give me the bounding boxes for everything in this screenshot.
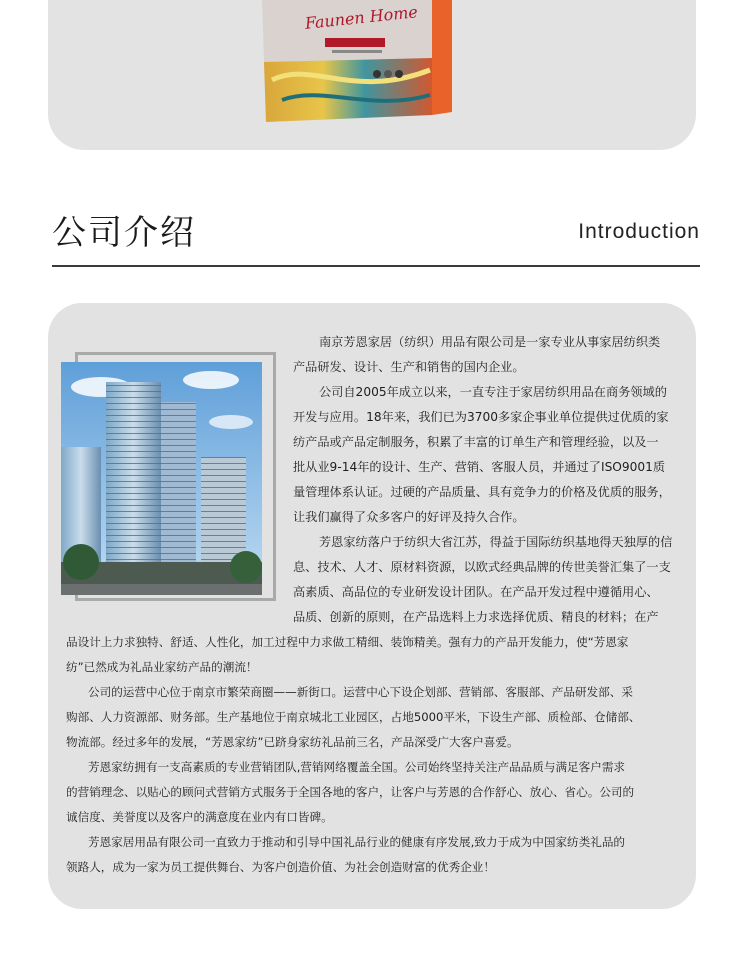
intro-text-line: 购部、人力资源部、财务部。生产基地位于南京城北工业园区，占地5000平米，下设生产部、质检部、仓储部、	[66, 710, 641, 724]
intro-text-line: 芳恩家纺拥有一支高素质的专业营销团队,营销网络覆盖全国。公司始终坚持关注产品品质与满足客户需求	[88, 760, 626, 774]
intro-text-line: 品质、创新的原则，在产品选料上力求选择优质、精良的材料；在产	[293, 610, 659, 624]
intro-text-line: 芳恩家纺落户于纺织大省江苏，得益于国际纺织基地得天独厚的信	[319, 535, 673, 549]
intro-text-line: 诚信度、美誉度以及客户的满意度在业内有口皆碑。	[66, 810, 333, 824]
intro-text-line: 息、技术、人才、原材料资源，以欧式经典品牌的传世美誉汇集了一支	[293, 560, 671, 574]
intro-text-line: 让我们赢得了众多客户的好评及持久合作。	[293, 510, 525, 524]
intro-text-line: 的营销理念、以贴心的顾问式营销方式服务于全国各地的客户，让客户与芳恩的合作舒心、放心、省心。公司的	[66, 785, 635, 799]
intro-text-line: 开发与应用。18年来，我们已为3700多家企事业单位提供过优质的家	[293, 410, 669, 424]
intro-text-line: 品设计上力求独特、舒适、人性化，加工过程中力求做工精细、装饰精美。强有力的产品开发能力，使“芳恩家	[66, 635, 629, 649]
office-building-photo	[61, 362, 262, 595]
intro-text-line: 批从业9-14年的设计、生产、营销、客服人员，并通过了ISO9001质	[293, 460, 666, 474]
section-divider	[52, 265, 700, 267]
intro-text-line: 物流部。经过多年的发展，“芳恩家纺”已跻身家纺礼品前三名，产品深受广大客户喜爱。	[66, 735, 519, 749]
intro-text-line: 纺”已然成为礼品业家纺产品的潮流！	[66, 660, 258, 674]
intro-text-line: 芳恩家居用品有限公司一直致力于推动和引导中国礼品行业的健康有序发展,致力于成为中国家纺类礼品的	[88, 835, 626, 849]
intro-text-line: 领路人，成为一家为员工提供舞台、为客户创造价值、为社会创造财富的优秀企业！	[66, 860, 495, 874]
intro-text-line: 产品研发、设计、生产和销售的国内企业。	[293, 360, 525, 374]
product-brand-title: Faunen Home	[304, 2, 419, 33]
section-title-cn: 公司介绍	[52, 213, 196, 253]
intro-text-line: 高素质、高品位的专业研发设计团队。在产品开发过程中遵循用心、	[293, 585, 659, 599]
intro-text-line: 公司的运营中心位于南京市繁荣商圈——新街口。运营中心下设企划部、营销部、客服部、产品研发部、采	[88, 685, 633, 699]
intro-text-line: 量管理体系认证。过硬的产品质量、具有竞争力的价格及优质的服务，	[293, 485, 671, 499]
intro-text-line: 纺产品或产品定制服务，积累了丰富的订单生产和管理经验，以及一	[293, 435, 659, 449]
section-title-en: Introduction	[578, 220, 700, 243]
intro-text-line: 公司自2005年成立以来，一直专注于家居纺织用品在商务领域的	[319, 385, 667, 399]
intro-text-line: 南京芳恩家居（纺织）用品有限公司是一家专业从事家居纺织类	[319, 335, 661, 349]
